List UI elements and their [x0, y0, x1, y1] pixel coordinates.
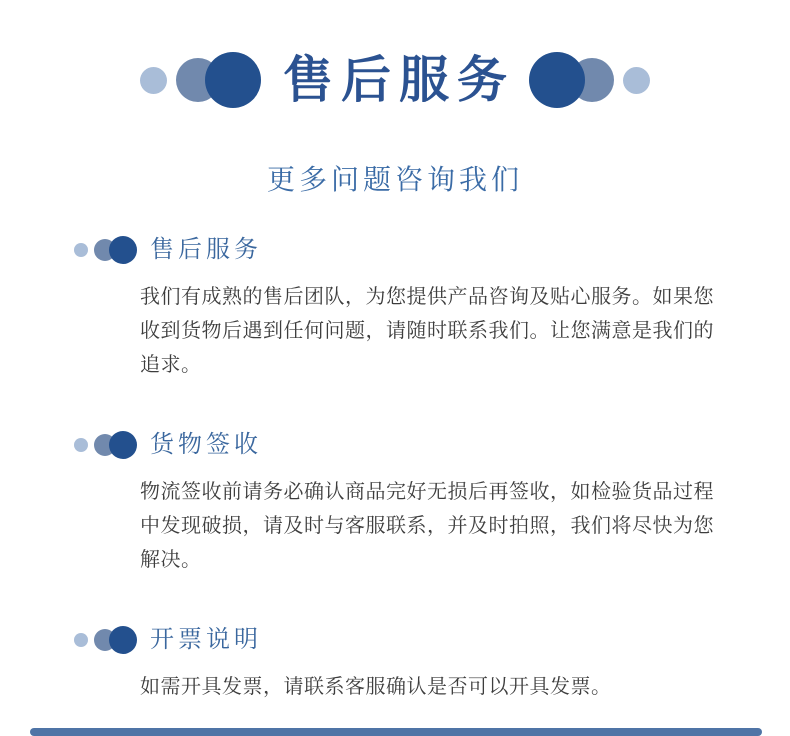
- section-invoice-info: [0, 625, 790, 704]
- dot-small-icon: [623, 67, 650, 94]
- section-after-sales: [0, 235, 790, 382]
- page-header: [0, 50, 790, 110]
- dot-small-icon: [140, 67, 167, 94]
- dot-large-icon: [205, 52, 261, 108]
- section-heading: 货物签收: [150, 430, 262, 458]
- bottom-divider-bar: [30, 728, 762, 736]
- section-body-text: 如需开具发票，请联系客服确认是否可以开具发票。: [140, 675, 612, 698]
- dot-large-icon: [529, 52, 585, 108]
- dot-small-icon: [74, 243, 88, 257]
- bullet-dots-icon: [74, 626, 137, 654]
- section-heading-row: [0, 625, 790, 655]
- section-goods-receipt: [0, 430, 790, 577]
- title-dots-right-icon: [529, 52, 650, 108]
- title-dots-left-icon: [140, 52, 261, 108]
- section-heading-row: [0, 235, 790, 265]
- page-subtitle: 更多问题咨询我们: [266, 164, 523, 195]
- section-heading: 开票说明: [150, 625, 262, 653]
- bullet-dots-icon: [74, 431, 137, 459]
- bullet-dots-icon: [74, 236, 137, 264]
- page-title: 售后服务: [283, 52, 515, 108]
- section-body-text: 物流签收前请务必确认商品完好无损后再签收，如检验货品过程中发现破损，请及时与客服联系，并及时拍照，我们将尽快为您解决。: [140, 480, 714, 571]
- dot-small-icon: [74, 438, 88, 452]
- dot-large-icon: [109, 626, 137, 654]
- dot-large-icon: [109, 431, 137, 459]
- dot-small-icon: [74, 633, 88, 647]
- section-heading-row: [0, 430, 790, 460]
- dot-large-icon: [109, 236, 137, 264]
- section-heading: 售后服务: [150, 235, 262, 263]
- section-body-text: 我们有成熟的售后团队，为您提供产品咨询及贴心服务。如果您收到货物后遇到任何问题，请随时联系我们。让您满意是我们的追求。: [140, 285, 714, 376]
